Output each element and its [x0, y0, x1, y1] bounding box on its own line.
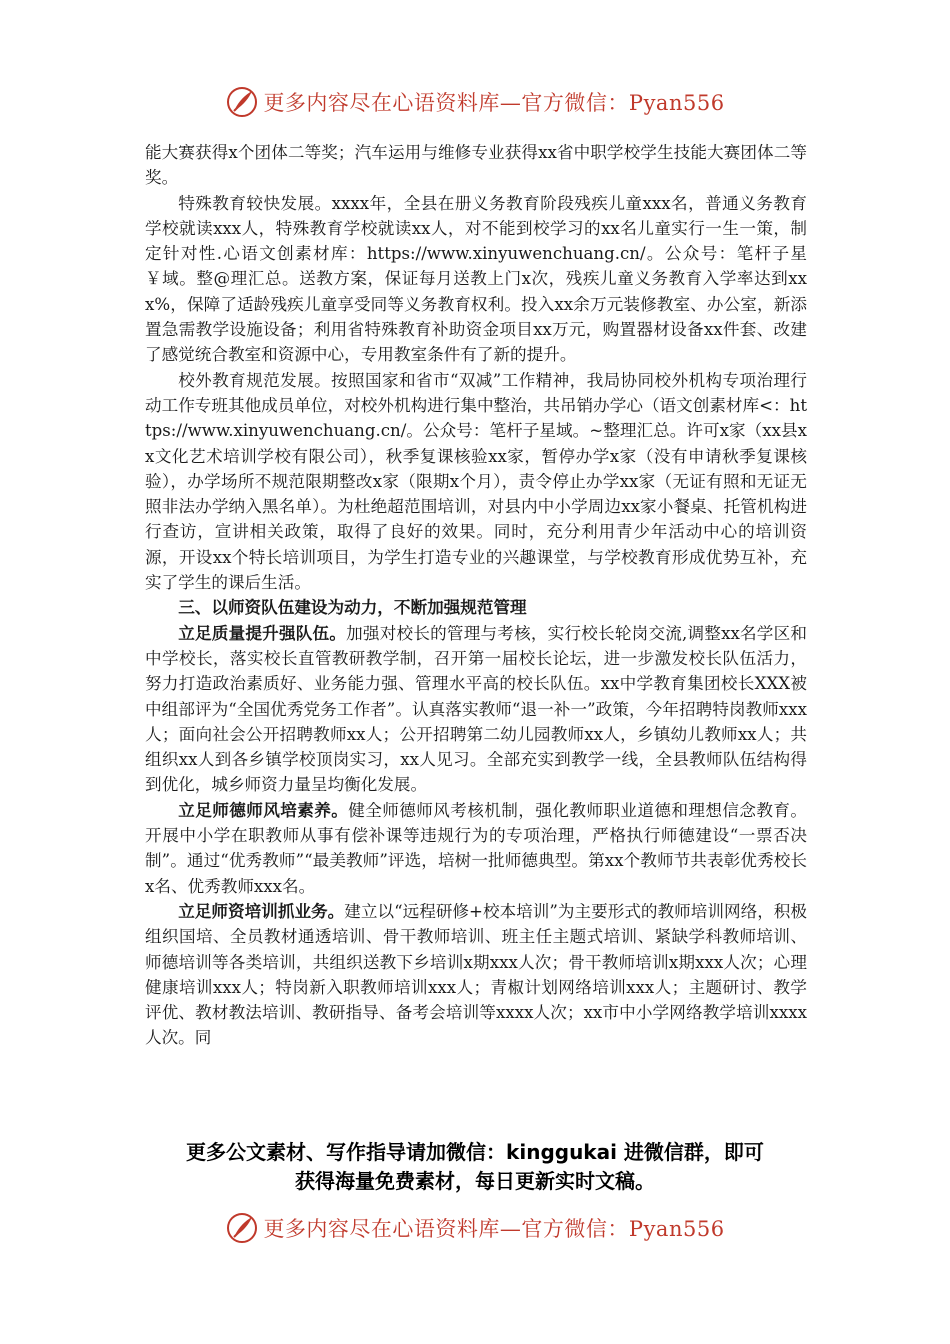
paragraph-special-education: 特殊教育较快发展。xxxx年，全县在册义务教育阶段残疾儿童xxx名，普通义务教育学校就读xxx人，特殊教育学校就读xx人，对不能到校学习的xx名儿童实行一生一策，制定针对性.心语文创素材库：https://www.xinyuwenchuang.cn/。公众号：笔杆子星￥域。整@理汇总。送教方案，保证每月送教上门x次，残疾儿童义务教育入学率达到xxx%，保障了适龄残疾儿童享受同等义务教育权利。投入xx余万元装修教室、办公室，新添置急需教学设施设备；利用省特殊教育补助资金项目xx万元，购置器材设备xx件套、改建了感觉统合教室和资源中心，专用教室条件有了新的提升。 [145, 193, 807, 365]
paragraph-quality-team: 立足质量提升强队伍。加强对校长的管理与考核，实行校长轮岗交流,调整xx名学区和中学校长，落实校长直管教研教学制，召开第一届校长论坛，进一步激发校长队伍活力，努力打造政治素质好、业务能力强、管理水平高的校长队伍。xx中学教育集团校长XXX被中组部评为“全国优秀党务工作者”。认真落实教师“退一补一”政策，今年招聘特岗教师xxx人；面向社会公开招聘教师xx人；公开招聘第二幼儿园教师xx人，乡镇幼儿教师xx人；共组织xx人到各乡镇学校顶岗实习，xx人见习。全部充实到教学一线，全县教师队伍结构得到优化，城乡师资力量呈均衡化发展。 [145, 622, 807, 795]
header-banner-text: 更多内容尽在心语资料库—官方微信：Pyan556 [263, 91, 725, 115]
paragraph-teacher-training: 立足师资培训抓业务。建立以“远程研修+校本培训”为主要形式的教师培训网络，积极组织国培、全员教材通透培训、骨干教师培训、班主任主题式培训、紧缺学科教师培训、师德培训等各类培训，共组织送教下乡培训x期xxx人次；骨干教师培训x期xxx人次；心理健康培训xxx人；特岗新入职教师培训xxx人；青椒计划网络培训xxx人；主题研讨、教学评优、教材教法培训、教研指导、备考会培训等xxxx人次；xx市中小学网络教学培训xxxx人次。同 [145, 900, 808, 1048]
quill-pen-icon [225, 1211, 259, 1245]
footer-banner-text: 更多内容尽在心语资料库—官方微信：Pyan556 [263, 1217, 725, 1241]
document-body [145, 140, 807, 1051]
header-banner [0, 82, 950, 122]
paragraph-teacher-ethics: 立足师德师风培素养。健全师德师风考核机制，强化教师职业道德和理想信念教育。开展中小学在职教师从事有偿补课等违规行为的专项治理，严格执行师德建设“一票否决制”。通过“优秀教师”“最美教师”评选，培树一批师德典型。第xx个教师节共表彰优秀校长x名、优秀教师xxx名。 [145, 799, 808, 896]
promo-notice [140, 1138, 810, 1196]
footer-banner [0, 1208, 950, 1248]
promo-line-1: 更多公文素材、写作指导请加微信：kinggukai 进微信群，即可 [186, 1140, 764, 1164]
section-heading: 三、以师资队伍建设为动力，不断加强规范管理 [178, 597, 527, 618]
paragraph-off-campus-education: 校外教育规范发展。按照国家和省市“双减”工作精神，我局协同校外机构专项治理行动工作专班其他成员单位，对校外机构进行集中整治，共吊销办学心（语文创素材库<：https://www.xinyuwenchuang.cn/。公众号：笔杆子星域。~整理汇总。许可x家（xx县xx文化艺术培训学校有限公司），秋季复课核验xx家，暂停办学x家（没有申请秋季复课核验），办学场所不规范限期整改x家（限期x个月），责令停止办学xx家（无证有照和无证无照非法办学纳入黑名单）。为杜绝超范围培训，对县内中小学周边xx家小餐桌、托管机构进行查访，宣讲相关政策，取得了良好的效果。同时，充分利用青少年活动中心的培训资源，开设xx个特长培训项目，为学生打造专业的兴趣课堂，与学校教育形成优势互补，充实了学生的课后生活。 [145, 370, 807, 593]
promo-line-2: 获得海量免费素材，每日更新实时文稿。 [295, 1169, 655, 1193]
paragraph-1: 能大赛获得x个团体二等奖；汽车运用与维修专业获得xx省中职学校学生技能大赛团体二等奖。 [145, 143, 807, 188]
quill-pen-icon [225, 85, 259, 119]
